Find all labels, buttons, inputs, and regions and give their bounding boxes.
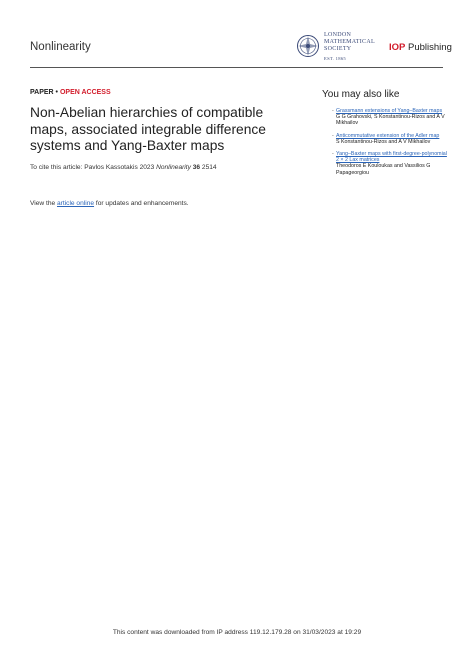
article-online-link[interactable]: article online [57,200,95,207]
citation-journal: Nonlinearity [156,164,191,171]
related-item-link[interactable]: Anticommutative extension of the Adler map [336,132,440,139]
related-articles [322,89,447,182]
lms-logo[interactable] [296,32,376,64]
lms-wordmark [324,32,375,62]
header-divider [30,67,443,68]
iop-word: Publishing [408,42,452,53]
related-item [322,151,447,176]
lms-line-3: SOCIETY [324,46,352,53]
citation-pages: 2514 [200,164,217,171]
paper-type: PAPER [30,89,54,96]
lms-line-1: LONDON [324,32,352,38]
view-online-after: for updates and enhancements. [94,200,189,207]
view-online-line [30,200,189,207]
related-item-link[interactable]: Yang–Baxter maps with first-degree-polynomial 2 × 2 Lax matrices [336,151,447,164]
iop-publishing-logo[interactable] [389,42,452,53]
lms-est: EST. 1865 [324,55,347,61]
citation-volume: 36 [192,164,201,171]
related-item-link[interactable]: Grassmann extensions of Yang–Baxter maps [336,108,443,114]
view-online-before: View the [30,200,58,207]
article-title: Non-Abelian hierarchies of compatible maps, associated integrable difference systems and Yang-Baxter maps [30,105,266,153]
open-access-badge: OPEN ACCESS [59,89,111,96]
related-item-authors: S Konstantinou-Rizos and A V Mikhailov [336,138,431,145]
bullet-dash-icon: - [332,108,334,114]
bullet-dash-icon: - [332,151,334,158]
related-item [322,133,447,145]
label-separator: • [53,89,60,96]
citation-prefix: To cite this article: Pavlos Kassotakis 2023 [30,164,157,171]
related-item-authors: G G Grahovski, S Konstantinou-Rizos and A V Mikhailov [336,114,445,127]
related-heading: You may also like [322,89,400,100]
journal-name: Nonlinearity [30,41,91,53]
related-item-authors: Theodoros E Kouloukas and Vassilios G Papageorgiou [336,163,431,176]
citation [30,164,300,171]
lms-line-2: MATHEMATICAL [324,39,375,46]
lms-emblem-icon [296,34,320,58]
related-item [322,108,447,127]
paper-label [30,89,111,96]
download-footer: This content was downloaded from IP address 119.12.179.28 on 31/03/2023 at 19:29 [112,629,362,636]
bullet-dash-icon: - [332,132,334,139]
iop-mark: IOP [389,42,406,53]
